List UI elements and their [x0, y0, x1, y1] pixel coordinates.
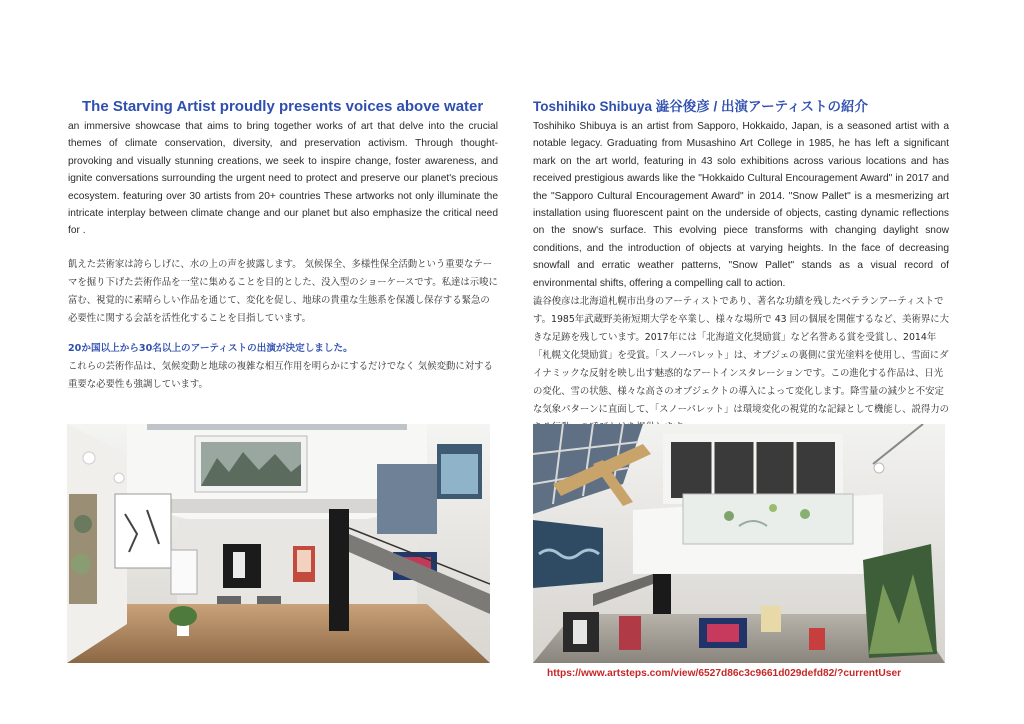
gallery-image-left: [67, 424, 490, 663]
artist-bio-japanese: 澁谷俊彦は北海道札幌市出身のアーティストであり、著名な功績を残したベテランアーティストです。1985年武蔵野美術短期大学を卒業し、様々な場所で 43 回の個展を開催するなど、美術界に大きな足跡を残しています。2017年には「北海道文化奨励賞」など名誉ある賞を受賞し、2014年「札幌文化奨励賞」を受賞。「スノーパレット」は、オブジェの裏側に蛍光塗料を使用し、雪面にダイナミックな反射を映し出す魅惑的なアートインスタレーションです。この進化する作品は、日光の変化、雪の状態、様々な高さのオブジェクトの導入によって変化します。降雪量の減少と不安定な気象パターンに直面して、「スノーパレット」は環境変化の視覚的な記録として機能し、説得力の: [533, 296, 950, 416]
right-column: [533, 96, 949, 437]
artist-bio-english: Toshihiko Shibuya is an artist from Sapporo, Hokkaido, Japan, is a seasoned artist with a notable legacy. Graduating from Musashino Art College in 1985, he has left a significant mark on the art world, featuring in 43 solo exhibitions across various locations and has received prestigious awards like the "Hokkaido Cultural Encouragement Award" in 2017 and the "Sapporo Cultural Encouragement Award" in 2014. "Snow Pallet" is a mesmerizing art installation using fluorescent paint on the underside of objects, casting dynamic reflections on the snow's surface. This evolving piece transforms with changing daylight snow conditions, and the introduction of objects at varying heights. In the face of decreasing snowfall and erratic weather patterns, "Snow Pallet" stands as a visual record of environmental shifts, offering a compelling call to action.: [533, 121, 949, 289]
left-column: [68, 96, 498, 394]
virtual-gallery-interior-right: [533, 424, 945, 663]
artist-title: Toshihiko Shibuya 澁谷俊彦 / 出演アーティストの紹介: [533, 99, 869, 114]
outro-japanese: これらの芸術作品は、気候変動と地球の複雑な相互作用を明らかにするだけでなく 気候変動に対する重要な必要性も強調しています。: [68, 360, 493, 390]
intro-english: an immersive showcase that aims to bring together works of art that delve into the crucial themes of climate conservation, diversity, and preservation activism. Through thought-provoking and visually stunning creations, we seek to inspire change, foster awareness, and ignite conversations surrounding the urgent need to protect and preserve our planet's precious ecosystem. featuring over 30 artists from 20+ countries These artworks not only illuminate the intricate interplay between climate change and our planet but also emphasize the critical need for .: [68, 121, 498, 237]
virtual-gallery-interior-left: [67, 424, 490, 663]
artists-announcement-heading: 20か国以上から30名以上のアーティストの出演が決定しました。: [68, 342, 353, 354]
intro-japanese: 飢えた芸術家は誇らしげに、水の上の声を披露します。 気候保全、多様性保全活動という重要なテーマを掘り下げた芸術作品を一堂に集めることを目的とした、没入型のショーケースです。私達は示唆に富む、視覚的に素晴らしい作品を通じて、変化を促し、地球の貴重な生態系を保護し保存する緊急の必要性に関する会話を活性化することを目指しています。: [68, 258, 498, 324]
gallery-image-right: [533, 424, 945, 663]
exhibition-title: The Starving Artist proudly presents voices above water: [82, 98, 484, 115]
artsteps-link[interactable]: https://www.artsteps.com/view/6527d86c3c9661d029defd82/?currentUser: [547, 668, 902, 679]
